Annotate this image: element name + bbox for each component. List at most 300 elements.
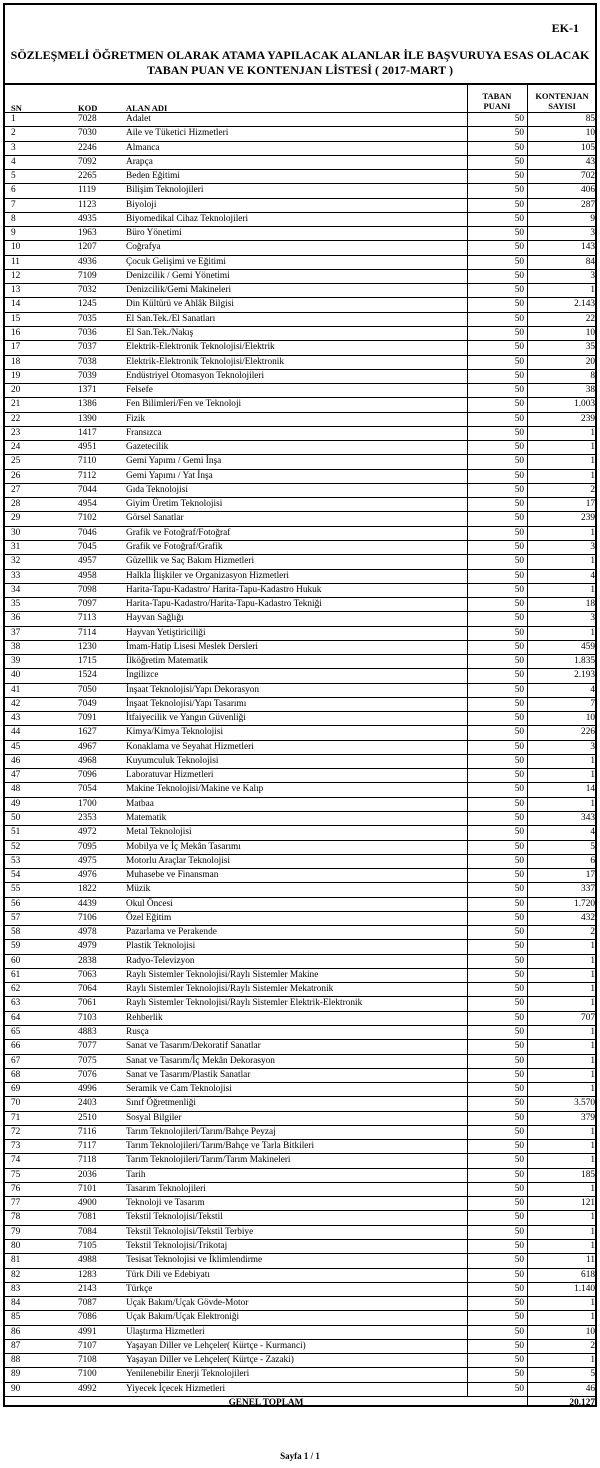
cell-kod: 7098 — [78, 584, 97, 595]
cell-kod: 7096 — [78, 770, 97, 781]
table-row — [5, 512, 595, 526]
cell-sn: 41 — [11, 684, 21, 695]
table-row — [5, 113, 595, 127]
cell-alan: Uçak Bakım/Uçak Gövde-Motor — [126, 1298, 249, 1309]
cell-sn: 4 — [11, 156, 16, 167]
column-header-kontenjan — [527, 91, 597, 111]
cell-kod: 4951 — [78, 442, 97, 453]
cell-taban: 50 — [467, 812, 524, 825]
cell-alan: Hayvan Yetiştiriciliği — [126, 627, 206, 638]
total-label: GENEL TOPLAM — [228, 1398, 304, 1407]
cell-kontenjan: 84 — [527, 256, 595, 269]
cell-sn: 75 — [11, 1169, 21, 1180]
cell-alan: Gemi Yapımı / Yat İnşa — [126, 470, 213, 481]
cell-taban: 50 — [467, 127, 524, 140]
table-row — [5, 541, 595, 555]
cell-kod: 2510 — [78, 1112, 97, 1123]
table-row — [5, 1012, 595, 1026]
table-row — [5, 498, 595, 512]
cell-taban: 50 — [467, 384, 524, 397]
cell-taban: 50 — [467, 1311, 524, 1324]
cell-taban: 50 — [467, 1368, 524, 1381]
cell-taban: 50 — [467, 498, 524, 511]
table-row — [5, 1169, 595, 1183]
cell-kontenjan: 337 — [527, 883, 595, 896]
table-row — [5, 826, 595, 840]
cell-kod: 7110 — [78, 456, 97, 467]
cell-kontenjan: 1 — [527, 1226, 595, 1239]
table-row — [5, 755, 595, 769]
cell-sn: 87 — [11, 1340, 21, 1351]
table-row — [5, 997, 595, 1011]
cell-kontenjan: 10 — [527, 1326, 595, 1339]
cell-alan: Sanat ve Tasarım/Dekoratif Sanatlar — [126, 1041, 261, 1052]
cell-alan: Matematik — [126, 813, 167, 824]
cell-sn: 32 — [11, 556, 21, 567]
cell-kontenjan: 1 — [527, 1026, 595, 1039]
cell-kontenjan: 185 — [527, 1169, 595, 1182]
table-row — [5, 812, 595, 826]
cell-kod: 7117 — [78, 1141, 97, 1152]
cell-sn: 11 — [11, 256, 20, 267]
cell-taban: 50 — [467, 256, 524, 269]
cell-kod: 7081 — [78, 1212, 97, 1223]
cell-taban: 50 — [467, 527, 524, 540]
cell-sn: 34 — [11, 584, 21, 595]
cell-kod: 4976 — [78, 870, 97, 881]
table-row — [5, 641, 595, 655]
cell-kontenjan: 1 — [527, 1126, 595, 1139]
cell-kod: 7032 — [78, 285, 97, 296]
cell-sn: 54 — [11, 870, 21, 881]
cell-alan: Harita-Tapu-Kadastro/Harita-Tapu-Kadastro Tekniği — [126, 599, 322, 610]
cell-sn: 72 — [11, 1126, 21, 1137]
cell-taban: 50 — [467, 313, 524, 326]
cell-sn: 46 — [11, 755, 21, 766]
table-row — [5, 1069, 595, 1083]
cell-alan: Ulaştırma Hizmetleri — [126, 1326, 205, 1337]
cell-taban: 50 — [467, 484, 524, 497]
cell-kod: 7087 — [78, 1298, 97, 1309]
table-row — [5, 769, 595, 783]
cell-taban: 50 — [467, 1340, 524, 1353]
table-body — [5, 112, 595, 1397]
cell-alan: Grafik ve Fotoğraf/Grafik — [126, 541, 223, 552]
cell-sn: 68 — [11, 1069, 21, 1080]
table-row — [5, 455, 595, 469]
cell-kontenjan: 1 — [527, 1055, 595, 1068]
cell-kontenjan: 1.140 — [527, 1283, 595, 1296]
cell-taban: 50 — [467, 969, 524, 982]
cell-kod: 1822 — [78, 884, 97, 895]
cell-kontenjan: 105 — [527, 142, 595, 155]
column-header-taban-line2: PUANI — [483, 101, 511, 111]
cell-sn: 86 — [11, 1326, 21, 1337]
cell-kontenjan: 3 — [527, 227, 595, 240]
cell-kontenjan: 239 — [527, 512, 595, 525]
cell-alan: Tekstil Teknolojisi/Trikotaj — [126, 1240, 228, 1251]
cell-sn: 45 — [11, 741, 21, 752]
cell-sn: 26 — [11, 470, 21, 481]
cell-sn: 51 — [11, 827, 21, 838]
table-row — [5, 1311, 595, 1325]
table-row — [5, 1297, 595, 1311]
cell-sn: 39 — [11, 656, 21, 667]
cell-taban: 50 — [467, 1112, 524, 1125]
cell-kontenjan: 9 — [527, 213, 595, 226]
cell-taban: 50 — [467, 997, 524, 1010]
cell-taban: 50 — [467, 1269, 524, 1282]
cell-taban: 50 — [467, 113, 524, 126]
cell-sn: 8 — [11, 213, 16, 224]
cell-alan: Adalet — [126, 114, 151, 124]
cell-taban: 50 — [467, 684, 524, 697]
cell-taban: 50 — [467, 341, 524, 354]
cell-kod: 4439 — [78, 898, 97, 909]
cell-alan: Özel Eğitim — [126, 912, 172, 923]
cell-kontenjan: 4 — [527, 570, 595, 583]
cell-alan: Müzik — [126, 884, 151, 895]
cell-kod: 7095 — [78, 841, 97, 852]
cell-sn: 90 — [11, 1383, 21, 1394]
cell-sn: 21 — [11, 399, 21, 410]
cell-alan: Hayvan Sağlığı — [126, 613, 184, 624]
cell-alan: Elektrik-Elektronik Teknolojisi/Elektronik — [126, 356, 284, 367]
cell-taban: 50 — [467, 755, 524, 768]
cell-taban: 50 — [467, 612, 524, 625]
table-row — [5, 527, 595, 541]
cell-taban: 50 — [467, 184, 524, 197]
cell-taban: 50 — [467, 698, 524, 711]
cell-kod: 4967 — [78, 741, 97, 752]
cell-taban: 50 — [467, 1026, 524, 1039]
cell-kod: 4958 — [78, 570, 97, 581]
cell-alan: Tesisat Teknolojisi ve İklimlendirme — [126, 1255, 263, 1266]
table-row — [5, 1226, 595, 1240]
cell-kod: 7077 — [78, 1041, 97, 1052]
cell-taban: 50 — [467, 926, 524, 939]
cell-sn: 12 — [11, 270, 21, 281]
cell-kod: 4936 — [78, 256, 97, 267]
cell-alan: Uçak Bakım/Uçak Elektroniği — [126, 1312, 240, 1323]
cell-alan: Çocuk Gelişimi ve Eğitimi — [126, 256, 226, 267]
cell-alan: Motorlu Araçlar Teknolojisi — [126, 855, 231, 866]
cell-alan: El San.Tek./El Sanatları — [126, 313, 216, 324]
cell-kod: 1524 — [78, 670, 97, 681]
table-row — [5, 883, 595, 897]
cell-kontenjan: 20 — [527, 356, 595, 369]
cell-alan: Biyomedikal Cihaz Teknolojileri — [126, 213, 249, 224]
cell-taban: 50 — [467, 1240, 524, 1253]
cell-kod: 7091 — [78, 713, 97, 724]
cell-kod: 7101 — [78, 1183, 97, 1194]
cell-kod: 7076 — [78, 1069, 97, 1080]
cell-taban: 50 — [467, 741, 524, 754]
cell-alan: Fen Bilimleri/Fen ve Teknoloji — [126, 399, 242, 410]
annex-label: EK-1 — [551, 21, 579, 35]
cell-alan: Metal Teknolojisi — [126, 827, 192, 838]
table-row — [5, 1197, 595, 1211]
table-row — [5, 669, 595, 683]
cell-taban: 50 — [467, 641, 524, 654]
table-row — [5, 1269, 595, 1283]
cell-alan: Denizcilik/Gemi Makineleri — [126, 285, 232, 296]
table-row — [5, 413, 595, 427]
cell-alan: Grafik ve Fotoğraf/Fotoğraf — [126, 527, 231, 538]
table-row — [5, 384, 595, 398]
table-row — [5, 655, 595, 669]
cell-kontenjan: 4 — [527, 826, 595, 839]
cell-taban: 50 — [467, 1083, 524, 1096]
cell-sn: 74 — [11, 1155, 21, 1166]
cell-kod: 4954 — [78, 499, 97, 510]
cell-kontenjan: 10 — [527, 127, 595, 140]
cell-kod: 4991 — [78, 1326, 97, 1337]
cell-kontenjan: 1 — [527, 1311, 595, 1324]
cell-sn: 59 — [11, 941, 21, 952]
cell-alan: İngilizce — [126, 670, 159, 681]
document-sheet — [3, 3, 597, 1407]
cell-alan: Almanca — [126, 142, 160, 153]
cell-kod: 2403 — [78, 1098, 97, 1109]
cell-kontenjan: 2 — [527, 484, 595, 497]
cell-sn: 64 — [11, 1012, 21, 1023]
cell-kod: 1715 — [78, 656, 97, 667]
cell-kontenjan: 1 — [527, 1297, 595, 1310]
table-row — [5, 1254, 595, 1268]
cell-alan: Coğrafya — [126, 242, 161, 253]
cell-sn: 61 — [11, 969, 21, 980]
cell-kontenjan: 38 — [527, 384, 595, 397]
cell-alan: Elektrik-Elektronik Teknolojisi/Elektrik — [126, 342, 275, 353]
cell-kontenjan: 2 — [527, 1340, 595, 1353]
cell-sn: 37 — [11, 627, 21, 638]
cell-taban: 50 — [467, 298, 524, 311]
cell-taban: 50 — [467, 869, 524, 882]
cell-kontenjan: 6 — [527, 855, 595, 868]
page-number: Sayfa 1 / 1 — [280, 1451, 320, 1461]
cell-kontenjan: 702 — [527, 170, 595, 183]
cell-taban: 50 — [467, 1326, 524, 1339]
table-row — [5, 341, 595, 355]
cell-kontenjan: 1 — [527, 1240, 595, 1253]
cell-alan: Bilişim Teknolojileri — [126, 185, 204, 196]
cell-alan: Gıda Teknolojisi — [126, 484, 188, 495]
cell-kontenjan: 4 — [527, 684, 595, 697]
cell-kod: 7108 — [78, 1355, 97, 1366]
table-row — [5, 912, 595, 926]
cell-alan: Halkla İlişkiler ve Organizasyon Hizmetleri — [126, 570, 289, 581]
table-row — [5, 1326, 595, 1340]
cell-sn: 15 — [11, 313, 21, 324]
cell-alan: Kuyumculuk Teknolojisi — [126, 755, 219, 766]
cell-sn: 19 — [11, 370, 21, 381]
cell-kod: 1283 — [78, 1269, 97, 1280]
cell-taban: 50 — [467, 1040, 524, 1053]
table-row — [5, 427, 595, 441]
cell-taban: 50 — [467, 798, 524, 811]
cell-alan: Raylı Sistemler Teknolojisi/Raylı Sistemler Mekatronik — [126, 984, 334, 995]
cell-alan: İnşaat Teknolojisi/Yapı Tasarımı — [126, 698, 247, 709]
cell-kontenjan: 1.720 — [527, 898, 595, 911]
cell-taban: 50 — [467, 1097, 524, 1110]
cell-kod: 7061 — [78, 998, 97, 1009]
cell-taban: 50 — [467, 370, 524, 383]
cell-kontenjan: 5 — [527, 841, 595, 854]
table-row — [5, 726, 595, 740]
table-row — [5, 855, 595, 869]
table-row — [5, 1026, 595, 1040]
cell-kod: 1963 — [78, 228, 97, 239]
cell-kontenjan: 343 — [527, 812, 595, 825]
cell-alan: Sınıf Öğretmenliği — [126, 1098, 196, 1109]
cell-alan: Raylı Sistemler Teknolojisi/Raylı Sistemler Makine — [126, 969, 319, 980]
cell-kontenjan: 1 — [527, 427, 595, 440]
table-row — [5, 741, 595, 755]
table-row — [5, 356, 595, 370]
cell-taban: 50 — [467, 327, 524, 340]
cell-kod: 4883 — [78, 1027, 97, 1037]
cell-sn: 2 — [11, 128, 16, 139]
cell-sn: 25 — [11, 456, 21, 467]
cell-kontenjan: 1 — [527, 955, 595, 968]
cell-alan: Mobilya ve İç Mekân Tasarımı — [126, 841, 241, 852]
cell-alan: Gazetecilik — [126, 442, 169, 453]
cell-taban: 50 — [467, 841, 524, 854]
cell-taban: 50 — [467, 955, 524, 968]
table-row — [5, 213, 595, 227]
cell-kod: 7038 — [78, 356, 97, 367]
cell-kod: 2353 — [78, 813, 97, 824]
cell-kod: 7064 — [78, 984, 97, 995]
cell-sn: 81 — [11, 1255, 21, 1266]
cell-sn: 53 — [11, 855, 21, 866]
cell-sn: 65 — [11, 1027, 21, 1037]
cell-kod: 4996 — [78, 1084, 97, 1095]
cell-kontenjan: 7 — [527, 698, 595, 711]
cell-kontenjan: 707 — [527, 1012, 595, 1025]
cell-kontenjan: 35 — [527, 341, 595, 354]
cell-sn: 60 — [11, 955, 21, 966]
cell-taban: 50 — [467, 912, 524, 925]
cell-sn: 69 — [11, 1084, 21, 1095]
cell-kod: 7100 — [78, 1369, 97, 1380]
cell-kod: 7109 — [78, 270, 97, 281]
cell-taban: 50 — [467, 1126, 524, 1139]
cell-taban: 50 — [467, 1211, 524, 1224]
cell-kontenjan: 1 — [527, 1211, 595, 1224]
cell-sn: 40 — [11, 670, 21, 681]
cell-sn: 67 — [11, 1055, 21, 1066]
cell-taban: 50 — [467, 413, 524, 426]
cell-kod: 7106 — [78, 912, 97, 923]
cell-sn: 20 — [11, 385, 21, 396]
total-value: 20.127 — [527, 1397, 595, 1407]
cell-alan: Gemi Yapımı / Gemi İnşa — [126, 456, 222, 467]
cell-kod: 4935 — [78, 213, 97, 224]
cell-kontenjan: 1 — [527, 470, 595, 483]
table-row — [5, 1211, 595, 1225]
column-header-sn: SN — [11, 103, 22, 113]
cell-kontenjan: 2.143 — [527, 298, 595, 311]
table-row — [5, 955, 595, 969]
cell-kontenjan: 14 — [527, 783, 595, 796]
cell-kontenjan: 1 — [527, 584, 595, 597]
cell-taban: 50 — [467, 270, 524, 283]
cell-alan: Pazarlama ve Perakende — [126, 927, 217, 938]
cell-alan: Sanat ve Tasarım/Plastik Sanatlar — [126, 1069, 251, 1080]
cell-alan: Rehberlik — [126, 1012, 163, 1023]
cell-sn: 27 — [11, 484, 21, 495]
cell-sn: 1 — [11, 114, 16, 124]
cell-kod: 4975 — [78, 855, 97, 866]
cell-alan: Tekstil Teknolojisi/Tekstil — [126, 1212, 223, 1223]
cell-taban: 50 — [467, 555, 524, 568]
table-row — [5, 470, 595, 484]
table-row — [5, 612, 595, 626]
column-header-taban-line1: TABAN — [482, 91, 512, 101]
cell-alan: Tarım Teknolojileri/Tarım/Tarım Makineleri — [126, 1155, 291, 1166]
cell-kod: 7050 — [78, 684, 97, 695]
cell-taban: 50 — [467, 1197, 524, 1210]
cell-sn: 55 — [11, 884, 21, 895]
cell-sn: 7 — [11, 199, 16, 210]
cell-sn: 42 — [11, 698, 21, 709]
cell-sn: 49 — [11, 798, 21, 809]
cell-taban: 50 — [467, 1154, 524, 1167]
cell-alan: Konaklama ve Seyahat Hizmetleri — [126, 741, 254, 752]
cell-sn: 52 — [11, 841, 21, 852]
cell-sn: 80 — [11, 1240, 21, 1251]
cell-kontenjan: 1 — [527, 798, 595, 811]
cell-sn: 3 — [11, 142, 16, 153]
table-row — [5, 1183, 595, 1197]
cell-alan: Matbaa — [126, 798, 154, 809]
cell-kontenjan: 3.570 — [527, 1097, 595, 1110]
cell-kod: 7054 — [78, 784, 97, 795]
cell-kod: 7105 — [78, 1240, 97, 1251]
cell-alan: Fizik — [126, 413, 146, 424]
cell-taban: 50 — [467, 1012, 524, 1025]
cell-alan: Endüstriyel Otomasyon Teknolojileri — [126, 370, 265, 381]
column-header-kontenjan-line2: SAYISI — [548, 101, 576, 111]
cell-alan: Okul Öncesi — [126, 898, 173, 909]
cell-taban: 50 — [467, 356, 524, 369]
table-row — [5, 441, 595, 455]
cell-taban: 50 — [467, 1254, 524, 1267]
cell-sn: 5 — [11, 171, 16, 182]
table-row — [5, 256, 595, 270]
cell-taban: 50 — [467, 726, 524, 739]
cell-sn: 16 — [11, 327, 21, 338]
cell-sn: 56 — [11, 898, 21, 909]
cell-alan: Türkçe — [126, 1283, 153, 1294]
cell-kontenjan: 5 — [527, 1368, 595, 1381]
table-row — [5, 1240, 595, 1254]
cell-kontenjan: 432 — [527, 912, 595, 925]
cell-alan: Tarım Teknolojileri/Tarım/Bahçe Peyzaj — [126, 1126, 276, 1137]
cell-kod: 7044 — [78, 484, 97, 495]
cell-kontenjan: 10 — [527, 712, 595, 725]
cell-taban: 50 — [467, 1183, 524, 1196]
cell-taban: 50 — [467, 241, 524, 254]
cell-taban: 50 — [467, 512, 524, 525]
table-row — [5, 1140, 595, 1154]
cell-sn: 73 — [11, 1141, 21, 1152]
table-row — [5, 398, 595, 412]
cell-kod: 1417 — [78, 427, 97, 438]
cell-alan: İnşaat Teknolojisi/Yapı Dekorasyon — [126, 684, 260, 695]
